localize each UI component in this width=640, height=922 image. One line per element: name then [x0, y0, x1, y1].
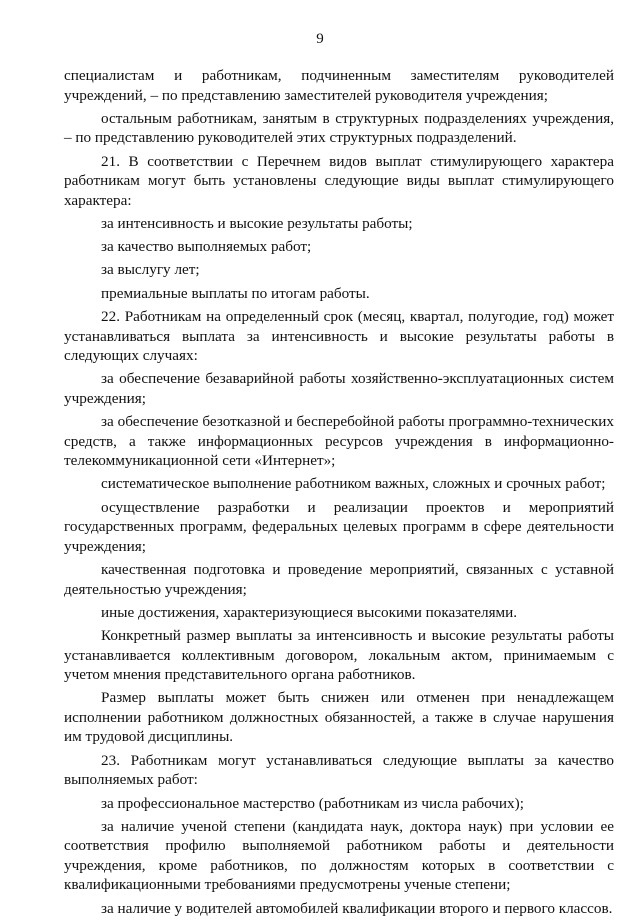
paragraph: за наличие ученой степени (кандидата наук, доктора наук) при условии ее соответствия профилю выполняемой работником работы и деятельности учреждения, кроме работников, по должностям которых в соответствии с квалификационными требованиями предусмотрены ученые степени;: [64, 817, 614, 894]
page-number: 9: [316, 31, 324, 47]
paragraph: за выслугу лет;: [101, 261, 200, 279]
paragraph: специалистам и работникам, подчиненным заместителям руководителей учреждений, – по представлению заместителей руководителя учреждения;: [64, 67, 614, 104]
document-body: [64, 66, 614, 922]
paragraph: 22. Работникам на определенный срок (месяц, квартал, полугодие, год) может устанавливаться выплата за интенсивность и высокие результаты работы в следующих случаях:: [64, 308, 614, 365]
paragraph: качественная подготовка и проведение мероприятий, связанных с уставной деятельностью учреждения;: [64, 561, 614, 598]
paragraph: 21. В соответствии с Перечнем видов выплат стимулирующего характера работникам могут быть установлены следующие виды выплат стимулирующего характера:: [64, 152, 614, 209]
paragraph: иные достижения, характеризующиеся высокими показателями.: [101, 603, 518, 621]
paragraph: за интенсивность и высокие результаты работы;: [101, 214, 413, 232]
paragraph: систематическое выполнение работником важных, сложных и срочных работ;: [101, 475, 606, 493]
paragraph: за обеспечение безотказной и бесперебойной работы программно-технических средств, а также информационных ресурсов учреждения в информационно-телекоммуникационной сети «Интернет»;: [64, 413, 614, 470]
paragraph: за обеспечение безаварийной работы хозяйственно-эксплуатационных систем учреждения;: [64, 370, 614, 407]
paragraph: Размер выплаты может быть снижен или отменен при ненадлежащем исполнении работником должностных обязанностей, а также в случае нарушения им трудовой дисциплины.: [64, 689, 614, 746]
paragraph: за наличие у водителей автомобилей квалификации второго и первого классов.: [101, 899, 613, 917]
paragraph: за профессиональное мастерство (работникам из числа рабочих);: [101, 794, 524, 812]
paragraph: 23. Работникам могут устанавливаться следующие выплаты за качество выполняемых работ:: [64, 751, 614, 789]
paragraph: Конкретный размер выплаты за интенсивность и высокие результаты работы устанавливается коллективным договором, локальным актом, принимаемым с учетом мнения представительного органа работников.: [64, 627, 614, 684]
paragraph: за качество выполняемых работ;: [101, 238, 312, 256]
paragraph: осуществление разработки и реализации проектов и мероприятий государственных программ, федеральных целевых программ в сфере деятельности учреждения;: [64, 498, 614, 555]
paragraph: премиальные выплаты по итогам работы.: [101, 284, 370, 302]
paragraph: остальным работникам, занятым в структурных подразделениях учреждения, – по представлению руководителей этих структурных подразделений.: [64, 109, 614, 147]
